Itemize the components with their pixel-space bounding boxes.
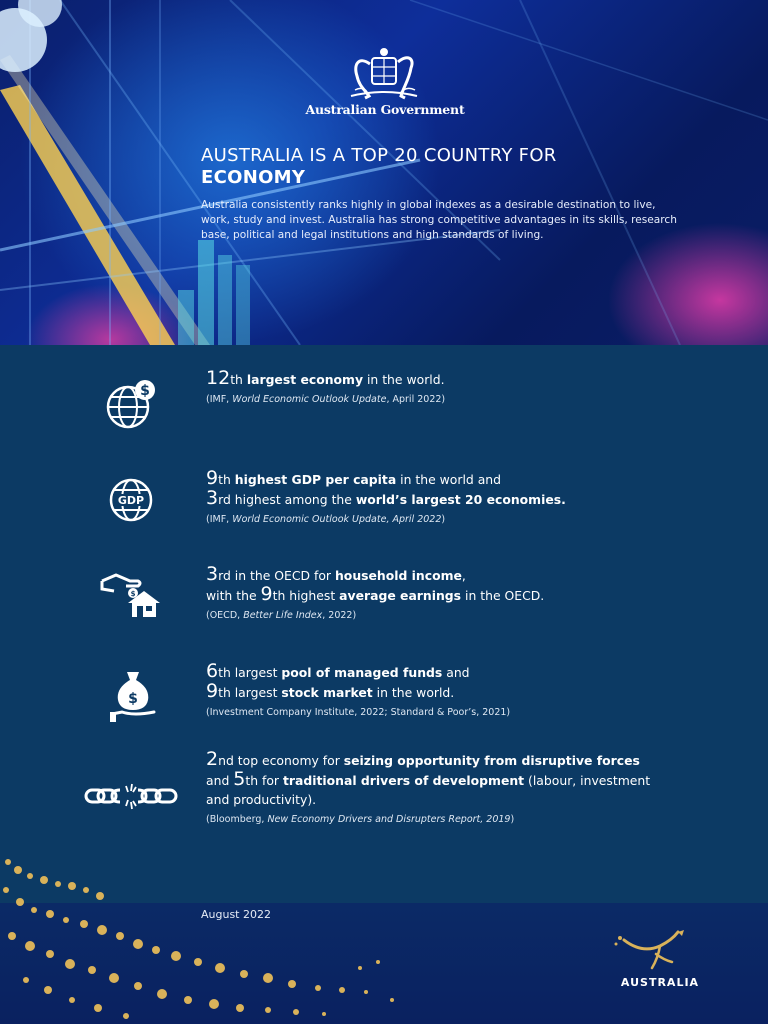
stat-rank: 12 [206, 367, 231, 389]
stat-text [206, 750, 676, 827]
title-line-1: AUSTRALIA IS A TOP 20 COUNTRY FOR [201, 145, 557, 166]
stat-suffix: rd highest among the [218, 492, 356, 507]
source-title: New Economy Drivers and Disrupters Report, 2019 [267, 814, 511, 825]
source-text: (Bloomberg, [206, 814, 268, 825]
stat-text [206, 565, 676, 623]
broken-chain-icon [84, 780, 180, 814]
stat-rank: 2 [206, 748, 219, 770]
stat-highlight: highest GDP per capita [234, 472, 397, 487]
svg-text:$: $ [140, 383, 150, 399]
stat-text [206, 662, 676, 720]
globe-dollar-icon [104, 379, 158, 429]
stat-rest: in the world and [396, 472, 501, 487]
stat-highlight: household income [334, 568, 462, 583]
source-title: Better Life Index [243, 610, 323, 621]
stat-source [206, 813, 676, 827]
stat-line [206, 585, 676, 605]
source-date: ) [510, 814, 515, 825]
stat-rank: 6 [206, 660, 219, 682]
coat-of-arms-icon [345, 46, 423, 102]
stat-suffix: th for [245, 773, 283, 788]
stat-highlight: average earnings [339, 588, 462, 603]
stat-text [206, 469, 676, 527]
stat-line [206, 770, 676, 809]
stat-highlight: pool of managed funds [281, 665, 443, 680]
stat-source [206, 513, 676, 527]
svg-text:GDP: GDP [117, 494, 145, 507]
kangaroo-logo-icon [612, 928, 696, 974]
page-title [201, 145, 721, 189]
stat-line [206, 469, 676, 489]
source-text: (IMF, [206, 514, 233, 525]
hand-house-icon [100, 571, 162, 621]
stat-line [206, 489, 676, 509]
stats-section [0, 345, 768, 903]
source-date: ) [441, 514, 446, 525]
stat-line [206, 750, 676, 770]
svg-text:$: $ [130, 590, 136, 598]
stat-suffix: th largest [218, 685, 282, 700]
stat-suffix: th [218, 472, 235, 487]
government-name: Australian Government [305, 102, 465, 117]
source-text: (OECD, [206, 610, 244, 621]
stat-suffix: th [230, 372, 247, 387]
australia-brand-wordmark: AUSTRALIA [620, 976, 700, 989]
stat-source [206, 609, 676, 623]
gdp-globe-icon [108, 477, 154, 523]
stat-line [206, 369, 676, 389]
stat-highlight: seizing opportunity from disruptive forces [343, 753, 640, 768]
stat-rank: 9 [260, 583, 273, 605]
stat-line [206, 682, 676, 702]
source-date: , 2022) [322, 610, 357, 621]
hero-banner [0, 0, 768, 345]
stat-suffix: nd top economy for [218, 753, 344, 768]
stat-rank: 9 [206, 680, 219, 702]
gold-dots-decoration [0, 850, 420, 1024]
stat-rank: 9 [206, 467, 219, 489]
stat-rest: and [442, 665, 470, 680]
source-title: World Economic Outlook Update [232, 394, 387, 405]
stat-rank: 5 [233, 768, 246, 790]
stat-source [206, 393, 676, 407]
source-title: World Economic Outlook Update, April 2022 [232, 514, 442, 525]
source-text: (IMF, [206, 394, 233, 405]
stat-source: (Investment Company Institute, 2022; Standard & Poor’s, 2021) [206, 707, 511, 718]
stat-highlight: largest economy [246, 372, 364, 387]
stat-suffix: th largest [218, 665, 282, 680]
stat-rank: 3 [206, 563, 219, 585]
stat-suffix: th highest [272, 588, 340, 603]
stat-line [206, 662, 676, 682]
publication-date: August 2022 [201, 908, 271, 921]
source-date: , April 2022) [386, 394, 446, 405]
svg-text:$: $ [128, 691, 138, 707]
stat-rest: in the world. [372, 685, 455, 700]
money-bag-hand-icon [110, 668, 156, 724]
stat-rest: , [461, 568, 466, 583]
stat-prefix: and [206, 773, 234, 788]
stat-highlight: world’s largest 20 economies. [355, 492, 566, 507]
stat-rest: in the OECD. [461, 588, 545, 603]
stat-prefix: with the [206, 588, 261, 603]
title-line-2: ECONOMY [201, 167, 306, 188]
stat-line [206, 565, 676, 585]
stat-highlight: traditional drivers of development [282, 773, 525, 788]
stat-text [206, 369, 676, 407]
intro-description: Australia consistently ranks highly in global indexes as a desirable destination to live, work, study and invest. Australia has strong competitive advantages in its skills, research base, political and legal institutions and high standards of living. [201, 199, 677, 241]
stat-rest: (labour, investment and productivity). [206, 773, 651, 807]
stat-suffix: rd in the OECD for [218, 568, 335, 583]
stat-rest: in the world. [363, 372, 445, 387]
stat-rank: 3 [206, 487, 219, 509]
stat-highlight: stock market [281, 685, 373, 700]
